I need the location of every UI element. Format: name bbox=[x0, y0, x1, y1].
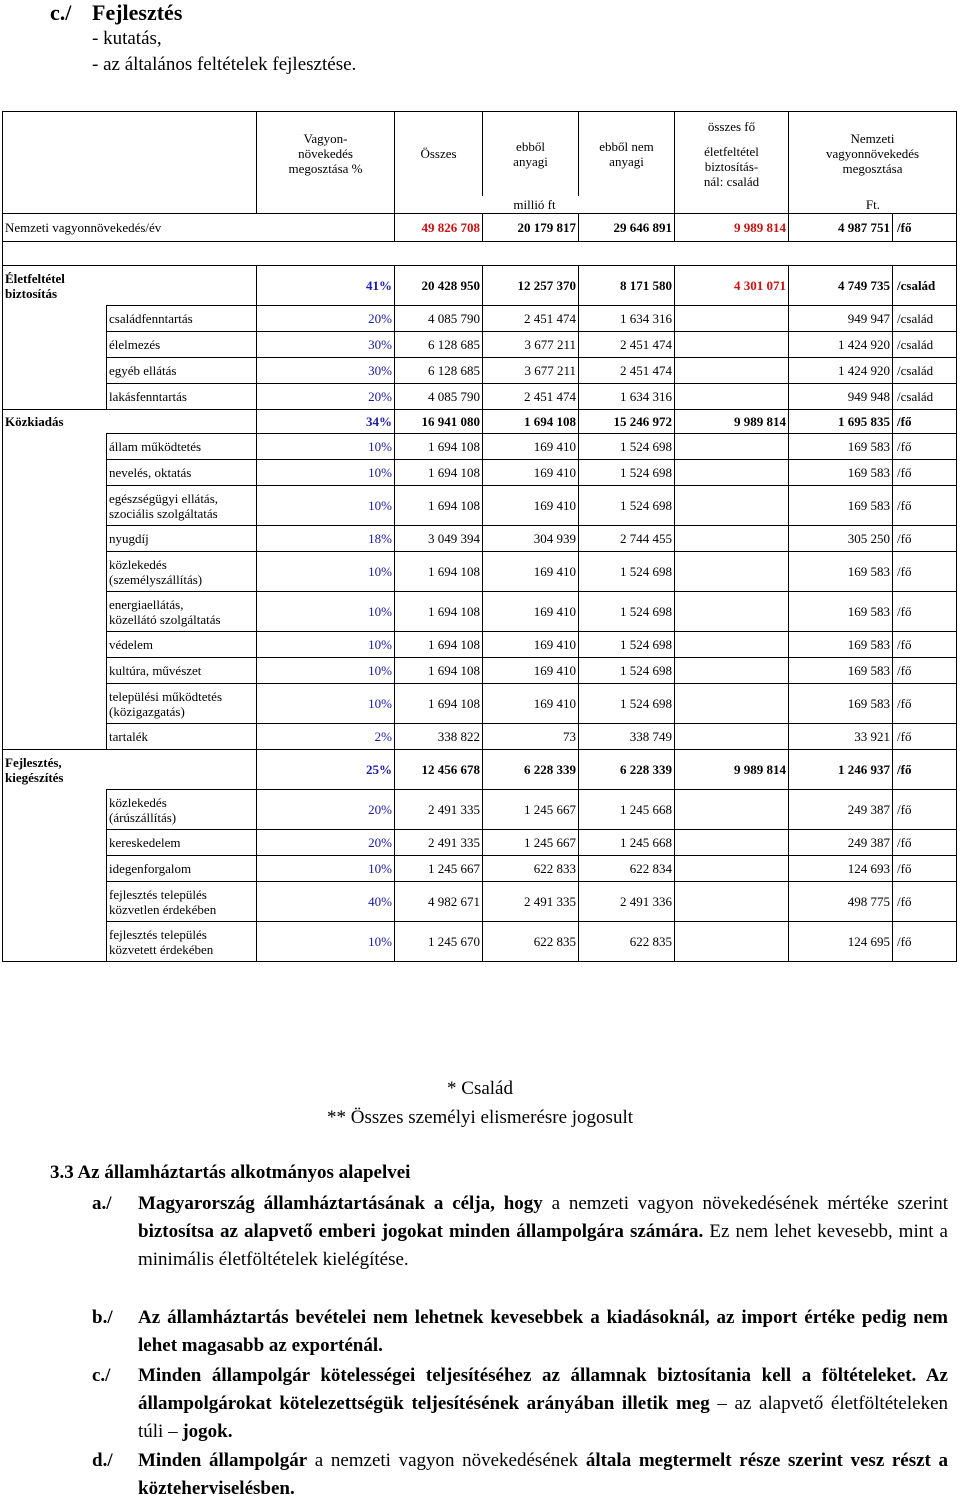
row-name: egyéb ellátás bbox=[107, 358, 257, 384]
row-value: 1 694 108 bbox=[395, 434, 483, 460]
row-unit: /fő bbox=[893, 592, 957, 632]
row-value bbox=[675, 306, 789, 332]
principle-item bbox=[92, 1304, 948, 1360]
row-value: 622 833 bbox=[483, 856, 579, 882]
row-value: 622 834 bbox=[579, 856, 675, 882]
table-row bbox=[3, 658, 957, 684]
row-value: 169 583 bbox=[789, 460, 893, 486]
table-row bbox=[3, 460, 957, 486]
national-value: 9 989 814 bbox=[675, 214, 789, 242]
row-value: 249 387 bbox=[789, 830, 893, 856]
row-name: tartalék bbox=[107, 724, 257, 750]
principle-item bbox=[92, 1447, 948, 1503]
row-value bbox=[675, 358, 789, 384]
row-value: 169 583 bbox=[789, 552, 893, 592]
row-name: fejlesztés település közvetett érdekében bbox=[107, 922, 257, 962]
row-value: 1 694 108 bbox=[395, 486, 483, 526]
row-value bbox=[675, 384, 789, 410]
group-value: 12 456 678 bbox=[395, 750, 483, 790]
group-value: 6 228 339 bbox=[579, 750, 675, 790]
row-value: 249 387 bbox=[789, 790, 893, 830]
row-value: 1 524 698 bbox=[579, 632, 675, 658]
spacer-row bbox=[3, 242, 957, 266]
row-value: 1 524 698 bbox=[579, 434, 675, 460]
row-pct: 2% bbox=[257, 724, 395, 750]
row-name: élelmezés bbox=[107, 332, 257, 358]
section-heading bbox=[50, 1162, 410, 1184]
chapter-subline-1: - kutatás, bbox=[92, 28, 162, 49]
row-value: 1 694 108 bbox=[395, 460, 483, 486]
row-name: nevelés, oktatás bbox=[107, 460, 257, 486]
table-row bbox=[3, 882, 957, 922]
row-value bbox=[675, 486, 789, 526]
national-value: 4 987 751 bbox=[789, 214, 893, 242]
chapter-subline-2: - az általános feltételek fejlesztése. bbox=[92, 54, 357, 75]
table-row bbox=[3, 684, 957, 724]
group-value: 1 246 937 bbox=[789, 750, 893, 790]
principle-text: Minden állampolgár a nemzeti vagyon növekedésének általa megtermelt része szerint vesz részt a közteherviselésben. bbox=[138, 1450, 949, 1499]
row-value bbox=[675, 724, 789, 750]
principle-label: b./ bbox=[92, 1307, 113, 1328]
header-vagyon: Vagyon- növekedés megosztása % bbox=[257, 112, 395, 196]
row-value: 3 677 211 bbox=[483, 332, 579, 358]
table-row bbox=[3, 632, 957, 658]
principle-text: Magyarország államháztartásának a célja, hogy a nemzeti vagyon növekedésének mértéke szerint biztosítsa az alapvető emberi jogokat minden állampolgára számára. Ez nem lehet kevesebb, mint a minimális életföltételek kielégítése. bbox=[138, 1193, 949, 1270]
row-value: 169 583 bbox=[789, 684, 893, 724]
row-value: 1 634 316 bbox=[579, 306, 675, 332]
national-value: 49 826 708 bbox=[395, 214, 483, 242]
row-value: 73 bbox=[483, 724, 579, 750]
row-value: 169 410 bbox=[483, 486, 579, 526]
header-eletfeltetel: összes fő életfeltétel biztosítás- nál: család bbox=[675, 112, 789, 196]
principle-text: Minden állampolgár kötelességei teljesítéséhez az államnak biztosítania kell a föltételeket. Az állampolgárokat kötelezettségük teljesítésének arányában illetik meg – az alapvető életföltételeken túli – jogok. bbox=[138, 1365, 949, 1442]
row-name: energiaellátás, közellátó szolgáltatás bbox=[107, 592, 257, 632]
row-value: 1 694 108 bbox=[395, 592, 483, 632]
row-value: 1 694 108 bbox=[395, 684, 483, 724]
row-value: 1 694 108 bbox=[395, 552, 483, 592]
row-unit: /fő bbox=[893, 882, 957, 922]
row-pct: 20% bbox=[257, 790, 395, 830]
row-pct: 30% bbox=[257, 358, 395, 384]
header-unit-ft: Ft. bbox=[789, 196, 957, 214]
row-value: 169 410 bbox=[483, 684, 579, 724]
row-value: 1 524 698 bbox=[579, 552, 675, 592]
table-row bbox=[3, 830, 957, 856]
header-nemzeti: Nemzeti vagyonnövekedés megosztása bbox=[789, 112, 957, 196]
row-value bbox=[675, 658, 789, 684]
row-value: 2 744 455 bbox=[579, 526, 675, 552]
row-value bbox=[675, 684, 789, 724]
row-unit: /család bbox=[893, 306, 957, 332]
table-row bbox=[3, 592, 957, 632]
row-pct: 20% bbox=[257, 306, 395, 332]
row-value: 6 128 685 bbox=[395, 358, 483, 384]
table-row bbox=[3, 434, 957, 460]
row-value bbox=[675, 922, 789, 962]
row-unit: /fő bbox=[893, 434, 957, 460]
table-row bbox=[3, 526, 957, 552]
group-unit: /fő bbox=[893, 750, 957, 790]
budget-table bbox=[2, 111, 957, 962]
row-value bbox=[675, 592, 789, 632]
row-value: 949 947 bbox=[789, 306, 893, 332]
row-unit: /fő bbox=[893, 790, 957, 830]
table-row bbox=[3, 306, 957, 332]
principle-item bbox=[92, 1190, 948, 1274]
group-value: 1 694 108 bbox=[483, 410, 579, 434]
row-value: 304 939 bbox=[483, 526, 579, 552]
group-value: 12 257 370 bbox=[483, 266, 579, 306]
row-value bbox=[675, 332, 789, 358]
group-total-row bbox=[3, 266, 957, 306]
row-pct: 20% bbox=[257, 830, 395, 856]
row-value: 6 128 685 bbox=[395, 332, 483, 358]
row-value: 1 524 698 bbox=[579, 460, 675, 486]
footnote-2: ** Összes személyi elismerésre jogosult bbox=[326, 1107, 634, 1128]
row-name: egészségügyi ellátás, szociális szolgáltatás bbox=[107, 486, 257, 526]
group-value: 1 695 835 bbox=[789, 410, 893, 434]
row-name: közlekedés (személyszállítás) bbox=[107, 552, 257, 592]
row-value: 338 822 bbox=[395, 724, 483, 750]
row-pct: 10% bbox=[257, 922, 395, 962]
row-value bbox=[675, 882, 789, 922]
row-value: 1 245 667 bbox=[483, 790, 579, 830]
chapter-number: c./ bbox=[50, 0, 72, 25]
row-pct: 10% bbox=[257, 684, 395, 724]
row-value: 169 410 bbox=[483, 592, 579, 632]
footnote-1: * Család bbox=[447, 1078, 513, 1099]
national-value: 29 646 891 bbox=[579, 214, 675, 242]
group-label: Fejlesztés, kiegészítés bbox=[3, 750, 257, 790]
row-value: 2 451 474 bbox=[483, 384, 579, 410]
row-value: 1 524 698 bbox=[579, 486, 675, 526]
row-pct: 10% bbox=[257, 592, 395, 632]
group-value: 6 228 339 bbox=[483, 750, 579, 790]
row-pct: 10% bbox=[257, 486, 395, 526]
row-value: 3 677 211 bbox=[483, 358, 579, 384]
row-value: 1 424 920 bbox=[789, 358, 893, 384]
chapter-title: Fejlesztés bbox=[92, 0, 183, 25]
row-value: 169 410 bbox=[483, 434, 579, 460]
row-value: 1 524 698 bbox=[579, 592, 675, 632]
group-value: 16 941 080 bbox=[395, 410, 483, 434]
footnotes bbox=[0, 1074, 960, 1132]
row-value bbox=[675, 632, 789, 658]
row-pct: 10% bbox=[257, 856, 395, 882]
row-name: kultúra, művészet bbox=[107, 658, 257, 684]
row-value: 169 410 bbox=[483, 658, 579, 684]
row-value: 949 948 bbox=[789, 384, 893, 410]
row-value: 124 693 bbox=[789, 856, 893, 882]
row-value: 4 085 790 bbox=[395, 306, 483, 332]
header-unit-million: millió ft bbox=[395, 196, 675, 214]
row-value: 169 583 bbox=[789, 658, 893, 684]
principle-label: c./ bbox=[92, 1365, 111, 1386]
national-row bbox=[3, 214, 957, 242]
row-unit: /fő bbox=[893, 658, 957, 684]
row-value: 622 835 bbox=[579, 922, 675, 962]
row-value: 169 583 bbox=[789, 486, 893, 526]
row-unit: /fő bbox=[893, 552, 957, 592]
row-value: 4 982 671 bbox=[395, 882, 483, 922]
row-value: 3 049 394 bbox=[395, 526, 483, 552]
row-unit: /fő bbox=[893, 724, 957, 750]
group-value: 15 246 972 bbox=[579, 410, 675, 434]
group-label: Közkiadás bbox=[3, 410, 257, 434]
row-unit: /fő bbox=[893, 460, 957, 486]
row-unit: /család bbox=[893, 332, 957, 358]
row-pct: 10% bbox=[257, 434, 395, 460]
row-unit: /fő bbox=[893, 922, 957, 962]
row-value: 1 424 920 bbox=[789, 332, 893, 358]
row-unit: /fő bbox=[893, 526, 957, 552]
row-pct: 10% bbox=[257, 658, 395, 684]
row-value: 169 410 bbox=[483, 632, 579, 658]
row-value: 1 524 698 bbox=[579, 684, 675, 724]
group-unit: /fő bbox=[893, 410, 957, 434]
national-label: Nemzeti vagyonnövekedés/év bbox=[3, 214, 395, 242]
group-value: 20 428 950 bbox=[395, 266, 483, 306]
row-unit: /család bbox=[893, 384, 957, 410]
group-value: 8 171 580 bbox=[579, 266, 675, 306]
row-value: 1 245 670 bbox=[395, 922, 483, 962]
group-value: 9 989 814 bbox=[675, 410, 789, 434]
section-number: 3.3 bbox=[50, 1162, 74, 1183]
row-name: lakásfenntartás bbox=[107, 384, 257, 410]
group-total-row bbox=[3, 750, 957, 790]
group-value: 4 301 071 bbox=[675, 266, 789, 306]
row-value: 169 410 bbox=[483, 552, 579, 592]
national-unit: /fő bbox=[893, 214, 957, 242]
principle-label: d./ bbox=[92, 1450, 113, 1471]
row-value bbox=[675, 434, 789, 460]
row-value: 2 491 335 bbox=[483, 882, 579, 922]
row-value: 2 451 474 bbox=[579, 332, 675, 358]
principle-text: Az államháztartás bevételei nem lehetnek kevesebbek a kiadásoknál, az import értéke pedig nem lehet magasabb az exporténál. bbox=[138, 1307, 948, 1356]
table-row bbox=[3, 358, 957, 384]
row-value: 2 491 336 bbox=[579, 882, 675, 922]
row-value: 124 695 bbox=[789, 922, 893, 962]
row-value: 1 634 316 bbox=[579, 384, 675, 410]
table-row bbox=[3, 922, 957, 962]
row-name: kereskedelem bbox=[107, 830, 257, 856]
section-title: Az államháztartás alkotmányos alapelvei bbox=[77, 1162, 411, 1183]
row-value: 1 245 667 bbox=[483, 830, 579, 856]
group-label: Életfeltétel biztosítás bbox=[3, 266, 257, 306]
table-row bbox=[3, 486, 957, 526]
row-pct: 10% bbox=[257, 552, 395, 592]
table-row bbox=[3, 552, 957, 592]
group-pct: 34% bbox=[257, 410, 395, 434]
table-row bbox=[3, 332, 957, 358]
national-value: 20 179 817 bbox=[483, 214, 579, 242]
header-anyagi: ebből anyagi bbox=[483, 112, 579, 196]
row-pct: 10% bbox=[257, 632, 395, 658]
row-value bbox=[675, 526, 789, 552]
row-pct: 18% bbox=[257, 526, 395, 552]
row-pct: 40% bbox=[257, 882, 395, 922]
row-value: 622 835 bbox=[483, 922, 579, 962]
principle-label: a./ bbox=[92, 1193, 112, 1214]
row-name: nyugdíj bbox=[107, 526, 257, 552]
row-value: 1 694 108 bbox=[395, 632, 483, 658]
row-value: 2 491 335 bbox=[395, 830, 483, 856]
header-osszes: Összes bbox=[395, 112, 483, 196]
row-value: 2 451 474 bbox=[579, 358, 675, 384]
row-value bbox=[675, 830, 789, 856]
table-units-row bbox=[3, 196, 957, 214]
row-value: 1 245 668 bbox=[579, 790, 675, 830]
table-header-row bbox=[3, 112, 957, 196]
principle-item bbox=[92, 1362, 948, 1446]
row-unit: /fő bbox=[893, 856, 957, 882]
row-value: 2 491 335 bbox=[395, 790, 483, 830]
group-pct: 25% bbox=[257, 750, 395, 790]
row-value bbox=[675, 856, 789, 882]
row-pct: 20% bbox=[257, 384, 395, 410]
row-name: védelem bbox=[107, 632, 257, 658]
row-value: 169 583 bbox=[789, 592, 893, 632]
group-unit: /család bbox=[893, 266, 957, 306]
row-unit: /fő bbox=[893, 486, 957, 526]
row-unit: /fő bbox=[893, 684, 957, 724]
row-pct: 30% bbox=[257, 332, 395, 358]
group-value: 9 989 814 bbox=[675, 750, 789, 790]
row-value: 2 451 474 bbox=[483, 306, 579, 332]
row-value bbox=[675, 552, 789, 592]
row-pct: 10% bbox=[257, 460, 395, 486]
row-name: közlekedés (árúszállítás) bbox=[107, 790, 257, 830]
row-value: 1 524 698 bbox=[579, 658, 675, 684]
row-value bbox=[675, 790, 789, 830]
row-value: 498 775 bbox=[789, 882, 893, 922]
row-value: 33 921 bbox=[789, 724, 893, 750]
row-value: 1 245 667 bbox=[395, 856, 483, 882]
row-value: 338 749 bbox=[579, 724, 675, 750]
row-unit: /fő bbox=[893, 632, 957, 658]
table-row bbox=[3, 724, 957, 750]
table-row bbox=[3, 856, 957, 882]
row-name: családfenntartás bbox=[107, 306, 257, 332]
row-value: 1 694 108 bbox=[395, 658, 483, 684]
row-value: 169 583 bbox=[789, 434, 893, 460]
group-value: 4 749 735 bbox=[789, 266, 893, 306]
row-value: 4 085 790 bbox=[395, 384, 483, 410]
group-total-row bbox=[3, 410, 957, 434]
row-value bbox=[675, 460, 789, 486]
header-nemanyagi: ebből nem anyagi bbox=[579, 112, 675, 196]
group-pct: 41% bbox=[257, 266, 395, 306]
table-row bbox=[3, 384, 957, 410]
chapter-heading bbox=[50, 0, 356, 78]
row-name: települési működtetés (közigazgatás) bbox=[107, 684, 257, 724]
row-value: 169 410 bbox=[483, 460, 579, 486]
row-name: idegenforgalom bbox=[107, 856, 257, 882]
row-value: 1 245 668 bbox=[579, 830, 675, 856]
row-unit: /család bbox=[893, 358, 957, 384]
row-unit: /fő bbox=[893, 830, 957, 856]
row-name: állam működtetés bbox=[107, 434, 257, 460]
table-row bbox=[3, 790, 957, 830]
row-name: fejlesztés település közvetlen érdekében bbox=[107, 882, 257, 922]
row-value: 169 583 bbox=[789, 632, 893, 658]
row-value: 305 250 bbox=[789, 526, 893, 552]
